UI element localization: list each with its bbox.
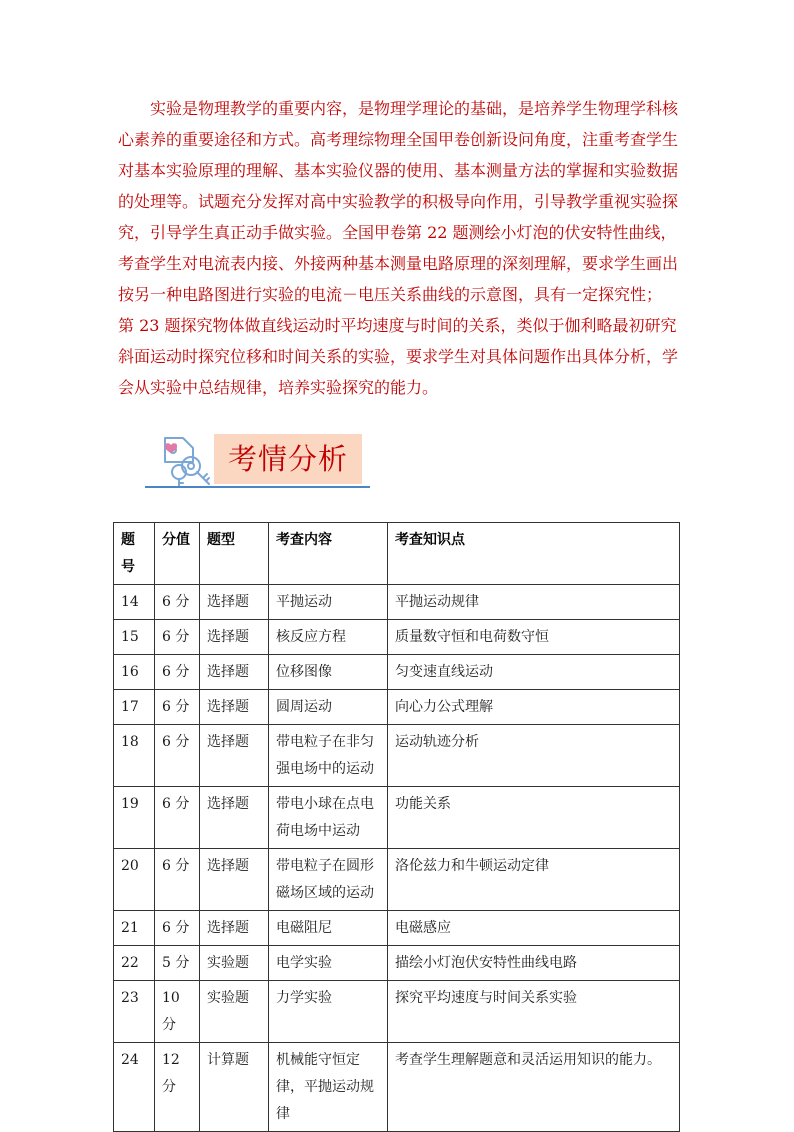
- intro-line: 究，引导学生真正动手做实验。全国甲卷第 22 题测绘小灯泡的伏安特性曲线，: [118, 223, 677, 242]
- cell-score: 6 分: [155, 585, 200, 620]
- cell-score: 5 分: [155, 946, 200, 981]
- intro-paragraph: [118, 93, 678, 403]
- cell-type: 选择题: [200, 787, 269, 849]
- cell-score: 6 分: [155, 787, 200, 849]
- intro-line: 斜面运动时探究位移和时间关系的实验，要求学生对具体问题作出具体分析，学: [118, 347, 679, 366]
- cell-content: 带电粒子在圆形磁场区域的运动: [269, 849, 388, 911]
- table-row: [114, 911, 680, 946]
- cell-knowledge: 洛伦兹力和牛顿运动定律: [388, 849, 680, 911]
- table-row: [114, 787, 680, 849]
- section-underline: [145, 486, 370, 488]
- cell-content: 电磁阻尼: [269, 911, 388, 946]
- cell-content: 力学实验: [269, 981, 388, 1043]
- cell-content: 平抛运动: [269, 585, 388, 620]
- intro-line: 的处理等。试题充分发挥对高中实验教学的积极导向作用，引导教学重视实验探: [118, 192, 679, 211]
- cell-content: 带电粒子在非匀强电场中的运动: [269, 725, 388, 787]
- cell-number: 14: [114, 585, 155, 620]
- cell-knowledge: 平抛运动规律: [388, 585, 680, 620]
- header-score: 分值: [155, 523, 200, 585]
- cell-type: 实验题: [200, 946, 269, 981]
- cell-type: 选择题: [200, 585, 269, 620]
- header-content: 考查内容: [269, 523, 388, 585]
- cell-content: 机械能守恒定律，平抛运动规律: [269, 1043, 388, 1132]
- intro-line: 心素养的重要途径和方式。高考理综物理全国甲卷创新设问角度，注重考查学生: [118, 130, 679, 149]
- table-header-row: [114, 523, 680, 585]
- cell-knowledge: 质量数守恒和电荷数守恒: [388, 620, 680, 655]
- cell-type: 选择题: [200, 620, 269, 655]
- cell-number: 19: [114, 787, 155, 849]
- cell-knowledge: 考查学生理解题意和灵活运用知识的能力。: [388, 1043, 680, 1132]
- cell-score: 12 分: [155, 1043, 200, 1132]
- cell-content: 带电小球在点电荷电场中运动: [269, 787, 388, 849]
- table-row: [114, 655, 680, 690]
- section-title: 考情分析: [214, 434, 362, 484]
- table-row: [114, 725, 680, 787]
- cell-number: 17: [114, 690, 155, 725]
- cell-number: 20: [114, 849, 155, 911]
- cell-type: 选择题: [200, 725, 269, 787]
- cell-number: 22: [114, 946, 155, 981]
- intro-line: 按另一种电路图进行实验的电流－电压关系曲线的示意图，具有一定探究性；: [118, 285, 663, 304]
- section-heading: [145, 424, 370, 490]
- cell-number: 15: [114, 620, 155, 655]
- intro-line: 考查学生对电流表内接、外接两种基本测量电路原理的深刻理解，要求学生画出: [118, 254, 679, 273]
- cell-content: 电学实验: [269, 946, 388, 981]
- cell-number: 24: [114, 1043, 155, 1132]
- cell-score: 6 分: [155, 725, 200, 787]
- exam-analysis-table: [113, 522, 680, 1132]
- cell-number: 16: [114, 655, 155, 690]
- table-row: [114, 849, 680, 911]
- cell-score: 6 分: [155, 620, 200, 655]
- table-row: [114, 690, 680, 725]
- header-question-type: 题型: [200, 523, 269, 585]
- table-row: [114, 1043, 680, 1132]
- cell-type: 实验题: [200, 981, 269, 1043]
- header-knowledge-point: 考查知识点: [388, 523, 680, 585]
- intro-line: 会从实验中总结规律，培养实验探究的能力。: [118, 378, 439, 397]
- cell-number: 18: [114, 725, 155, 787]
- header-question-number: 题号: [114, 523, 155, 585]
- cell-score: 10 分: [155, 981, 200, 1043]
- cell-type: 选择题: [200, 690, 269, 725]
- cell-type: 计算题: [200, 1043, 269, 1132]
- cell-knowledge: 向心力公式理解: [388, 690, 680, 725]
- keys-heart-icon: [149, 432, 219, 488]
- cell-knowledge: 描绘小灯泡伏安特性曲线电路: [388, 946, 680, 981]
- cell-knowledge: 运动轨迹分析: [388, 725, 680, 787]
- table-row: [114, 585, 680, 620]
- table-row: [114, 620, 680, 655]
- cell-knowledge: 匀变速直线运动: [388, 655, 680, 690]
- cell-number: 23: [114, 981, 155, 1043]
- cell-knowledge: 探究平均速度与时间关系实验: [388, 981, 680, 1043]
- table-row: [114, 981, 680, 1043]
- cell-score: 6 分: [155, 655, 200, 690]
- cell-type: 选择题: [200, 655, 269, 690]
- intro-line: 实验是物理教学的重要内容，是物理学理论的基础，是培养学生物理学科核: [150, 99, 679, 118]
- cell-knowledge: 功能关系: [388, 787, 680, 849]
- cell-score: 6 分: [155, 911, 200, 946]
- cell-type: 选择题: [200, 849, 269, 911]
- cell-number: 21: [114, 911, 155, 946]
- intro-line: 第 23 题探究物体做直线运动时平均速度与时间的关系，类似于伽利略最初研究: [118, 316, 677, 335]
- intro-line: 对基本实验原理的理解、基本实验仪器的使用、基本测量方法的掌握和实验数据: [118, 161, 679, 180]
- table-row: [114, 946, 680, 981]
- cell-content: 位移图像: [269, 655, 388, 690]
- cell-type: 选择题: [200, 911, 269, 946]
- cell-content: 圆周运动: [269, 690, 388, 725]
- cell-content: 核反应方程: [269, 620, 388, 655]
- cell-knowledge: 电磁感应: [388, 911, 680, 946]
- cell-score: 6 分: [155, 690, 200, 725]
- cell-score: 6 分: [155, 849, 200, 911]
